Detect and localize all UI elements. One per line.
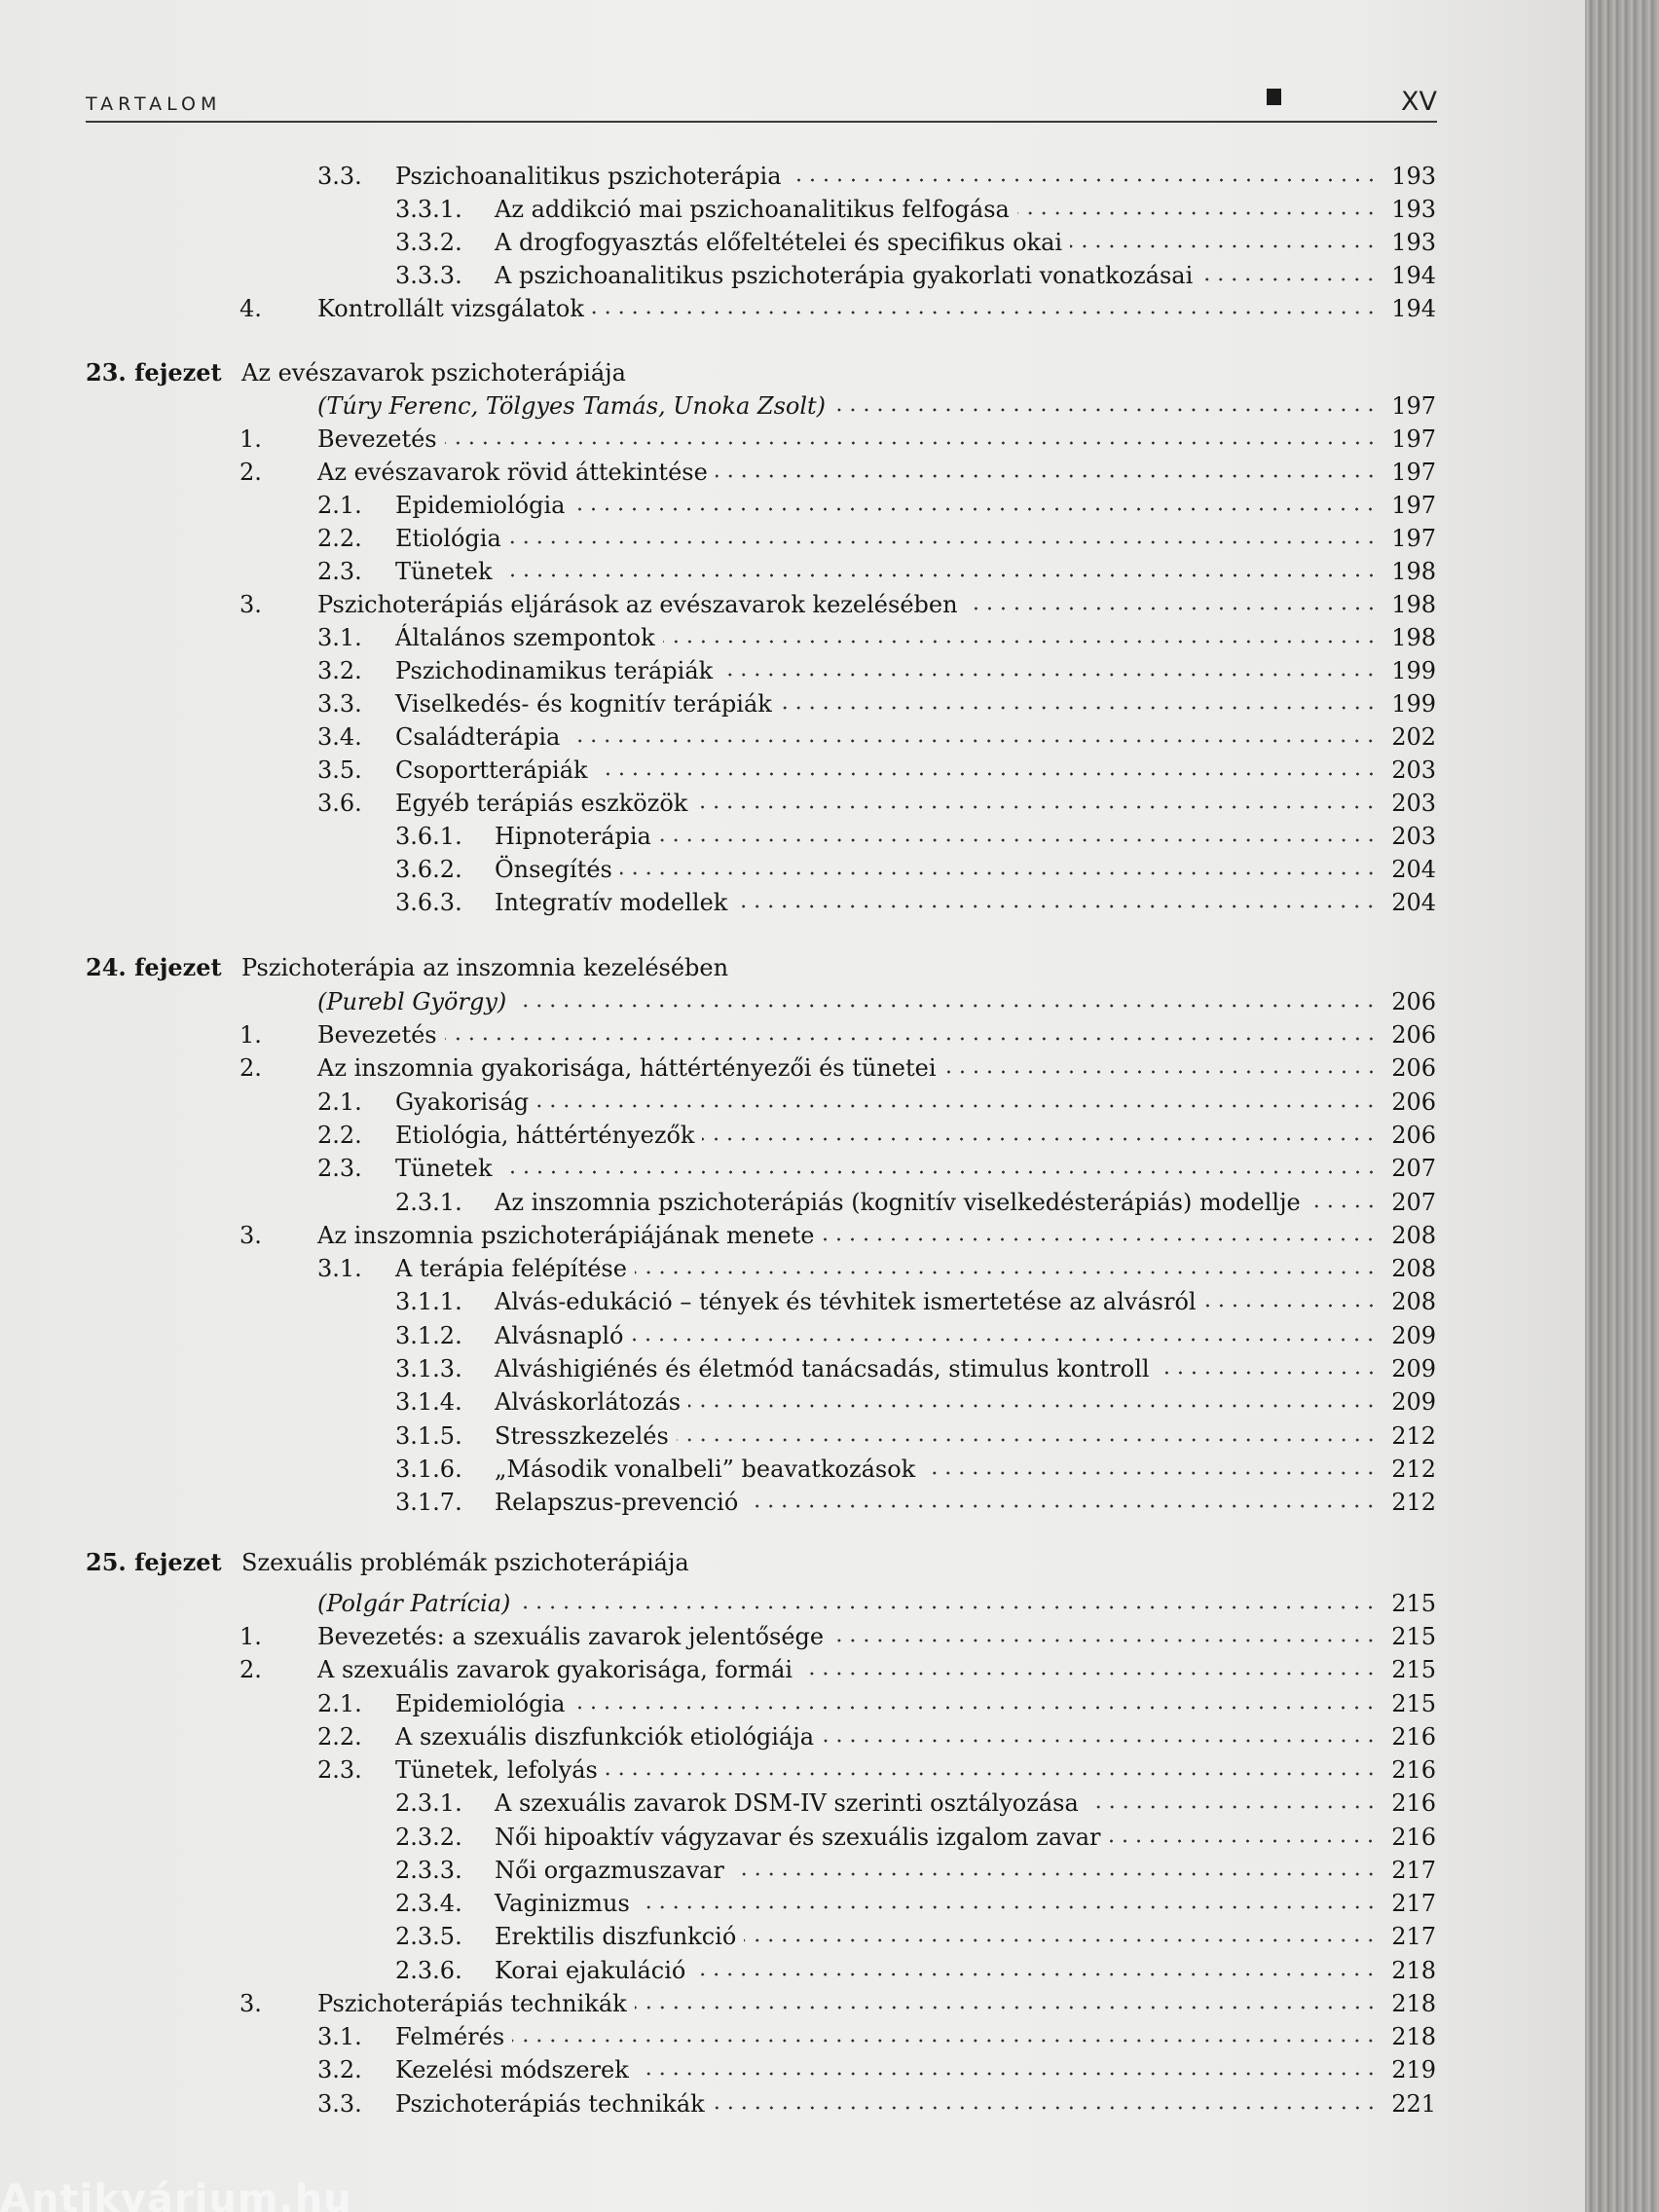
section-number: 3.1.: [317, 624, 362, 651]
page-ref: 208: [1391, 1222, 1436, 1249]
toc-entry: [395, 1319, 1436, 1350]
dot-leader: [822, 1739, 1378, 1743]
chapter-heading: [86, 1548, 1436, 1579]
toc-entry: [395, 226, 1436, 257]
page-ref: 215: [1391, 1623, 1436, 1650]
dot-leader: [716, 474, 1378, 478]
page-ref: 212: [1391, 1489, 1436, 1516]
section-title: Alvás-edukáció – tények és tévhitek ismertetése az alvásról: [495, 1288, 1197, 1315]
dot-leader: [572, 1706, 1378, 1710]
toc-entry: [317, 1687, 1436, 1718]
chapter-authors: (Purebl György): [317, 988, 507, 1015]
section-title: Az inszomnia pszichoterápiás (kognitív viselkedésterápiás) modellje: [495, 1189, 1301, 1216]
section-number: 3.6.1.: [395, 823, 462, 850]
toc-entry: [317, 1086, 1436, 1117]
chapter-authors: (Túry Ferenc, Tölgyes Tamás, Unoka Zsolt): [317, 392, 827, 420]
section-number: 3.3.1.: [395, 196, 462, 223]
section-number: 2.2.: [317, 525, 362, 552]
toc-entry: [317, 522, 1436, 553]
page-ref: 206: [1391, 1054, 1436, 1082]
section-number: 3.6.2.: [395, 856, 462, 883]
section-number: 3.5.: [317, 756, 362, 784]
toc-entry: [240, 1051, 1436, 1083]
chapter-label: 25. fejezet: [86, 1548, 222, 1576]
section-title: Alvásnapló: [495, 1322, 624, 1349]
page-ref: 198: [1391, 624, 1436, 651]
section-number: 2.: [240, 1054, 262, 1082]
page-ref: 194: [1391, 262, 1436, 289]
section-number: 2.3.: [317, 1756, 362, 1784]
dot-leader: [500, 573, 1378, 577]
section-number: 4.: [240, 295, 262, 322]
toc-entry: [317, 1252, 1436, 1283]
dot-leader: [509, 540, 1378, 544]
section-title: Etiológia: [395, 525, 501, 552]
section-number: 3.: [240, 1222, 262, 1249]
page-ref: 218: [1391, 1957, 1436, 1984]
page-ref: 198: [1391, 591, 1436, 618]
dot-leader: [635, 1271, 1378, 1274]
section-number: 2.1.: [317, 1088, 362, 1116]
toc-entry: [395, 1453, 1436, 1484]
page-ref: 217: [1391, 1857, 1436, 1884]
toc-entry: [317, 1720, 1436, 1751]
section-title: Kezelési módszerek: [395, 2056, 629, 2083]
section-title: Vaginizmus: [495, 1890, 630, 1917]
dot-leader: [659, 838, 1378, 842]
section-number: 3.4.: [317, 723, 362, 751]
toc-entry: [395, 1821, 1436, 1852]
page-ref: 221: [1391, 2090, 1436, 2118]
toc-entry: [317, 1152, 1436, 1183]
toc-entry: [240, 1987, 1436, 2018]
page-ref: 197: [1391, 425, 1436, 453]
toc-entry: [317, 1119, 1436, 1150]
dot-leader: [693, 1972, 1378, 1976]
section-title: Az addikció mai pszichoanalitikus felfogása: [495, 196, 1010, 223]
page-ref: 197: [1391, 459, 1436, 486]
dot-leader: [514, 1004, 1378, 1008]
dot-leader: [732, 1872, 1378, 1876]
section-number: 3.1.: [317, 2023, 362, 2050]
chapter-label: 24. fejezet: [86, 953, 222, 981]
dot-leader: [833, 408, 1378, 412]
dot-leader: [568, 739, 1378, 743]
chapter-heading: [86, 358, 1436, 389]
page-ref: 199: [1391, 690, 1436, 718]
toc-entry: [240, 588, 1436, 619]
section-title: Egyéb terápiás eszközök: [395, 790, 688, 817]
section-number: 3.1.5.: [395, 1422, 462, 1450]
section-number: 1.: [240, 1623, 262, 1650]
dot-leader: [735, 904, 1378, 908]
section-title: Alváshigiénés és életmód tanácsadás, stimulus kontroll: [495, 1355, 1150, 1382]
section-number: 3.1.7.: [395, 1489, 462, 1516]
page-ref: 197: [1391, 525, 1436, 552]
section-title: Bevezetés: [317, 425, 437, 453]
page-ref: 216: [1391, 1789, 1436, 1817]
page-ref: 203: [1391, 823, 1436, 850]
section-title: Női orgazmuszavar: [495, 1857, 724, 1884]
section-title: Az evészavarok rövid áttekintése: [317, 459, 708, 486]
section-number: 2.3.2.: [395, 1824, 462, 1851]
toc-entry: [240, 292, 1436, 323]
section-number: 3.3.: [317, 2090, 362, 2118]
toc-entry: [317, 654, 1436, 685]
chapter-label: 23. fejezet: [86, 358, 222, 387]
page-ref: 206: [1391, 1088, 1436, 1116]
section-number: 1.: [240, 1021, 262, 1049]
dot-leader: [966, 607, 1378, 610]
page-ref: 197: [1391, 392, 1436, 420]
toc-entry: [395, 886, 1436, 917]
section-title: Integratív modellek: [495, 889, 728, 916]
dot-leader: [944, 1070, 1378, 1074]
toc-entry: [317, 2053, 1436, 2084]
section-title: Epidemiológia: [395, 1690, 566, 1717]
page-number: XV: [1401, 87, 1437, 117]
page-edge-shadow: [1585, 0, 1659, 2212]
section-title: Pszichoterápiás technikák: [395, 2090, 705, 2118]
dot-leader: [831, 1639, 1378, 1642]
toc-entry: [240, 1653, 1436, 1684]
toc-entry: [395, 1186, 1436, 1217]
page-ref: 217: [1391, 1923, 1436, 1950]
dot-leader: [1108, 1839, 1378, 1843]
dot-leader: [746, 1504, 1378, 1508]
section-title: Hipnoterápia: [495, 823, 651, 850]
section-title: A drogfogyasztás előfeltételei és specifikus okai: [495, 229, 1063, 256]
section-number: 2.3.6.: [395, 1957, 462, 1984]
page-ref: 202: [1391, 723, 1436, 751]
toc-entry: [317, 1753, 1436, 1785]
section-title: A szexuális zavarok gyakorisága, formái: [317, 1656, 793, 1683]
section-number: 3.3.: [317, 163, 362, 190]
section-number: 3.2.: [317, 2056, 362, 2083]
dot-leader: [1087, 1805, 1378, 1809]
section-title: Alváskorlátozás: [495, 1388, 682, 1416]
toc-entry: [395, 259, 1436, 290]
toc-entry: [395, 1419, 1436, 1451]
page-ref: 204: [1391, 889, 1436, 916]
section-title: Önsegítés: [495, 856, 612, 883]
page-ref: 209: [1391, 1355, 1436, 1382]
section-number: 3.1.4.: [395, 1388, 462, 1416]
chapter-heading: [86, 953, 1436, 984]
dot-leader: [677, 1438, 1378, 1442]
dot-leader: [800, 1672, 1378, 1676]
watermark: Antikvárium.hu: [0, 2179, 352, 2212]
section-title: Pszichoterápiás technikák: [317, 1990, 627, 2017]
section-number: 2.1.: [317, 492, 362, 519]
section-title: Gyakoriság: [395, 1088, 530, 1116]
dot-leader: [500, 1170, 1378, 1174]
section-number: 3.1.2.: [395, 1322, 462, 1349]
toc-entry: [395, 1854, 1436, 1885]
dot-leader: [1309, 1204, 1378, 1208]
toc-entry: [317, 621, 1436, 652]
page-ref: 206: [1391, 988, 1436, 1015]
dot-leader: [1204, 1304, 1378, 1308]
toc-entry: [317, 555, 1436, 586]
page-ref: 212: [1391, 1422, 1436, 1450]
section-title: Az inszomnia gyakorisága, háttértényezői és tünetei: [317, 1054, 937, 1082]
section-title: Pszichoanalitikus pszichoterápia: [395, 163, 782, 190]
section-number: 2.1.: [317, 1690, 362, 1717]
page-ref: 203: [1391, 790, 1436, 817]
toc-entry: [240, 389, 1436, 421]
toc-entry: [395, 193, 1436, 224]
section-number: 3.1.: [317, 1255, 362, 1282]
dot-leader: [536, 1104, 1378, 1108]
dot-leader: [923, 1471, 1378, 1475]
page-ref: 215: [1391, 1656, 1436, 1683]
page-ref: 215: [1391, 1690, 1436, 1717]
page-ref: 206: [1391, 1122, 1436, 1149]
dot-leader: [631, 1338, 1378, 1342]
section-number: 3.: [240, 1990, 262, 2017]
section-number: 3.1.1.: [395, 1288, 462, 1315]
page-ref: 194: [1391, 295, 1436, 322]
dot-leader: [702, 1137, 1378, 1141]
chapter-authors: (Polgár Patrícia): [317, 1590, 511, 1617]
dot-leader: [606, 1772, 1378, 1776]
page-ref: 207: [1391, 1189, 1436, 1216]
section-title: Az inszomnia pszichoterápiájának menete: [317, 1222, 815, 1249]
toc-entry: [317, 2020, 1436, 2051]
toc-entry: [240, 1219, 1436, 1250]
section-title: Tünetek: [395, 1155, 493, 1182]
section-title: Etiológia, háttértényezők: [395, 1122, 695, 1149]
page-ref: 197: [1391, 492, 1436, 519]
section-title: A terápia felépítése: [395, 1255, 627, 1282]
section-title: Bevezetés: [317, 1021, 437, 1049]
section-number: 3.: [240, 591, 262, 618]
section-number: 2.2.: [317, 1723, 362, 1751]
page-ref: 203: [1391, 756, 1436, 784]
toc-entry: [240, 985, 1436, 1016]
toc-entry: [395, 1954, 1436, 1985]
chapter-title: Szexuális problémák pszichoterápiája: [241, 1549, 689, 1576]
page-ref: 204: [1391, 856, 1436, 883]
toc-entry: [317, 489, 1436, 520]
page-ref: 207: [1391, 1155, 1436, 1182]
section-number: 1.: [240, 425, 262, 453]
dot-leader: [790, 178, 1378, 182]
section-title: Viselkedés- és kognitív terápiák: [395, 690, 772, 718]
dot-leader: [822, 1237, 1378, 1241]
toc-entry: [395, 820, 1436, 851]
page-ref: 219: [1391, 2056, 1436, 2083]
chapter-title: Az evészavarok pszichoterápiája: [241, 359, 626, 387]
toc-entry: [395, 1887, 1436, 1918]
toc-entry: [317, 787, 1436, 818]
toc-entry: [240, 423, 1436, 454]
dot-leader: [713, 2106, 1378, 2110]
section-title: Stresszkezelés: [495, 1422, 669, 1450]
toc-entry: [395, 1352, 1436, 1383]
page-ref: 218: [1391, 1990, 1436, 2017]
page-ref: 218: [1391, 2023, 1436, 2050]
dot-leader: [1200, 277, 1378, 281]
toc-entry: [240, 1620, 1436, 1651]
dot-leader: [1070, 244, 1378, 248]
dot-leader: [720, 673, 1378, 677]
dot-leader: [572, 507, 1378, 511]
toc-entry: [317, 687, 1436, 719]
section-number: 3.3.: [317, 690, 362, 718]
page-ref: 216: [1391, 1723, 1436, 1751]
section-title: A szexuális zavarok DSM-IV szerinti osztályozása: [495, 1789, 1079, 1817]
toc-entry: [317, 720, 1436, 752]
toc-entry: [317, 2087, 1436, 2119]
toc-entry: [240, 1018, 1436, 1050]
section-number: 2.3.1.: [395, 1789, 462, 1817]
section-title: Általános szempontok: [395, 624, 655, 651]
section-number: 3.1.3.: [395, 1355, 462, 1382]
section-title: Epidemiológia: [395, 492, 566, 519]
section-number: 3.3.3.: [395, 262, 462, 289]
section-number: 2.: [240, 1656, 262, 1683]
section-number: 2.3.: [317, 558, 362, 585]
dot-leader: [512, 2039, 1378, 2043]
section-title: Pszichoterápiás eljárások az evészavarok kezelésében: [317, 591, 958, 618]
section-number: 3.6.3.: [395, 889, 462, 916]
section-number: 3.1.6.: [395, 1456, 462, 1483]
page-ref: 216: [1391, 1756, 1436, 1784]
page-ref: 208: [1391, 1288, 1436, 1315]
dot-leader: [780, 706, 1378, 710]
section-title: Erektilis diszfunkció: [495, 1923, 737, 1950]
section-title: TARTALOM: [86, 93, 222, 115]
section-number: 2.2.: [317, 1122, 362, 1149]
page-ref: 193: [1391, 229, 1436, 256]
toc-entry: [395, 1920, 1436, 1951]
toc-entry: [317, 754, 1436, 785]
section-number: 2.3.: [317, 1155, 362, 1182]
dot-leader: [688, 1404, 1378, 1408]
section-title: A pszichoanalitikus pszichoterápia gyakorlati vonatkozásai: [495, 262, 1194, 289]
toc-entry: [317, 160, 1436, 191]
dot-leader: [1017, 211, 1378, 215]
section-title: Korai ejakuláció: [495, 1957, 686, 1984]
page-ref: 199: [1391, 657, 1436, 684]
section-title: A szexuális diszfunkciók etiológiája: [395, 1723, 814, 1751]
dot-leader: [637, 2072, 1378, 2076]
dot-leader: [592, 311, 1378, 314]
page-ref: 198: [1391, 558, 1436, 585]
toc-entry: [395, 853, 1436, 884]
toc-entry: [240, 1587, 1436, 1618]
dot-leader: [445, 441, 1378, 445]
dot-leader: [663, 640, 1378, 644]
section-number: 2.3.5.: [395, 1923, 462, 1950]
toc-entry: [395, 1385, 1436, 1417]
section-title: Csoportterápiák: [395, 756, 588, 784]
section-number: 3.6.: [317, 790, 362, 817]
section-title: Tünetek, lefolyás: [395, 1756, 598, 1784]
page-ref: 209: [1391, 1388, 1436, 1416]
page-ref: 215: [1391, 1590, 1436, 1617]
toc-entry: [395, 1787, 1436, 1818]
chapter-title: Pszichoterápia az inszomnia kezelésében: [241, 954, 729, 981]
section-number: 3.2.: [317, 657, 362, 684]
page-ref: 208: [1391, 1255, 1436, 1282]
section-number: 2.3.1.: [395, 1189, 462, 1216]
section-title: „Második vonalbeli” beavatkozások: [495, 1456, 916, 1483]
section-title: Női hipoaktív vágyzavar és szexuális izgalom zavar: [495, 1824, 1101, 1851]
section-title: Pszichodinamikus terápiák: [395, 657, 714, 684]
dot-leader: [445, 1037, 1378, 1041]
page-ref: 193: [1391, 163, 1436, 190]
section-number: 3.3.2.: [395, 229, 462, 256]
dot-leader: [620, 871, 1378, 875]
page-ref: 209: [1391, 1322, 1436, 1349]
section-title: Családterápia: [395, 723, 561, 751]
section-number: 2.3.4.: [395, 1890, 462, 1917]
page-ref: 216: [1391, 1824, 1436, 1851]
dot-leader: [635, 2006, 1378, 2009]
section-title: Bevezetés: a szexuális zavarok jelentősége: [317, 1623, 825, 1650]
section-number: 2.3.3.: [395, 1857, 462, 1884]
section-title: Relapszus-prevenció: [495, 1489, 739, 1516]
page-ref: 206: [1391, 1021, 1436, 1049]
section-number: 2.: [240, 459, 262, 486]
page-ref: 193: [1391, 196, 1436, 223]
section-title: Kontrollált vizsgálatok: [317, 295, 584, 322]
page-ref: 217: [1391, 1890, 1436, 1917]
dot-leader: [596, 772, 1378, 776]
section-title: Felmérés: [395, 2023, 505, 2050]
dot-leader: [1158, 1371, 1378, 1375]
dot-leader: [695, 805, 1378, 809]
toc-entry: [240, 456, 1436, 487]
dot-leader: [638, 1905, 1378, 1909]
toc-entry: [395, 1285, 1436, 1316]
dot-leader: [744, 1938, 1378, 1942]
toc-entry: [395, 1486, 1436, 1517]
page-ref: 212: [1391, 1456, 1436, 1483]
section-title: Tünetek: [395, 558, 493, 585]
dot-leader: [518, 1605, 1378, 1609]
